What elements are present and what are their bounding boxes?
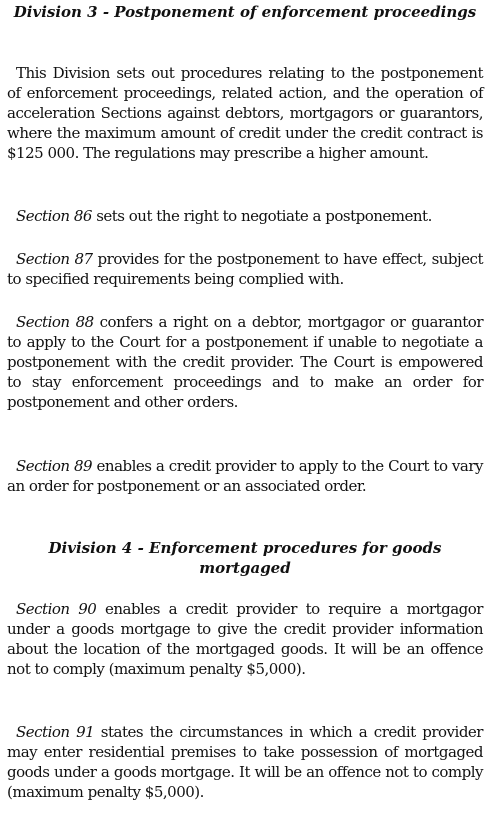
section-89-paragraph [7,456,483,496]
section-reference: Section 86 [16,207,92,225]
paragraph-text: enables a credit provider to apply to the Court to vary an order for postponement or an associated order. [7,457,483,495]
paragraph-text: sets out the right to negotiate a postponement. [91,207,432,225]
section-88-paragraph [7,312,483,412]
section-reference: Section 90 [16,600,97,618]
paragraph-text: This Division sets out procedures relating to the postponement of enforcement proceedings, related action, and the operation of acceleration Sections against debtors, mortgagors or guarantors, where the maximum amount of credit under the credit contract is $125 000. The regulations may prescribe a higher amount. [7,64,483,162]
section-reference: Section 91 [16,723,95,741]
section-reference: Section 87 [16,250,93,268]
section-91-paragraph [7,722,483,802]
section-87-paragraph [7,249,483,289]
paragraph-text: enables a credit provider to require a mortgagor under a goods mortgage to give the credit provider information about the location of the mortgaged goods. It will be an offence not to comply (maximum penalty $5,000). [7,600,483,678]
section-90-paragraph [7,599,483,679]
section-86-paragraph [7,206,483,226]
division-4-heading: Division 4 - Enforcement procedures for goods mortgaged [48,539,442,577]
paragraph-text: confers a right on a debtor, mortgagor or guarantor to apply to the Court for a postponement if unable to negotiate a postponement with the credit provider. The Court is empowered to stay enforcement proceedings and to make an order for postponement and other orders. [7,313,483,411]
section-reference: Section 89 [16,457,93,475]
paragraph-text: states the circumstances in which a credit provider may enter residential premises to take possession of mortgaged goods under a goods mortgage. It will be an offence not to comply (maximum penalty $5,000). [7,723,483,801]
division-3-intro-paragraph [7,63,483,163]
paragraph-text: provides for the postponement to have effect, subject to specified requirements being complied with. [7,250,483,288]
division-3-heading: Division 3 - Postponement of enforcement proceedings [13,3,477,21]
section-reference: Section 88 [16,313,94,331]
